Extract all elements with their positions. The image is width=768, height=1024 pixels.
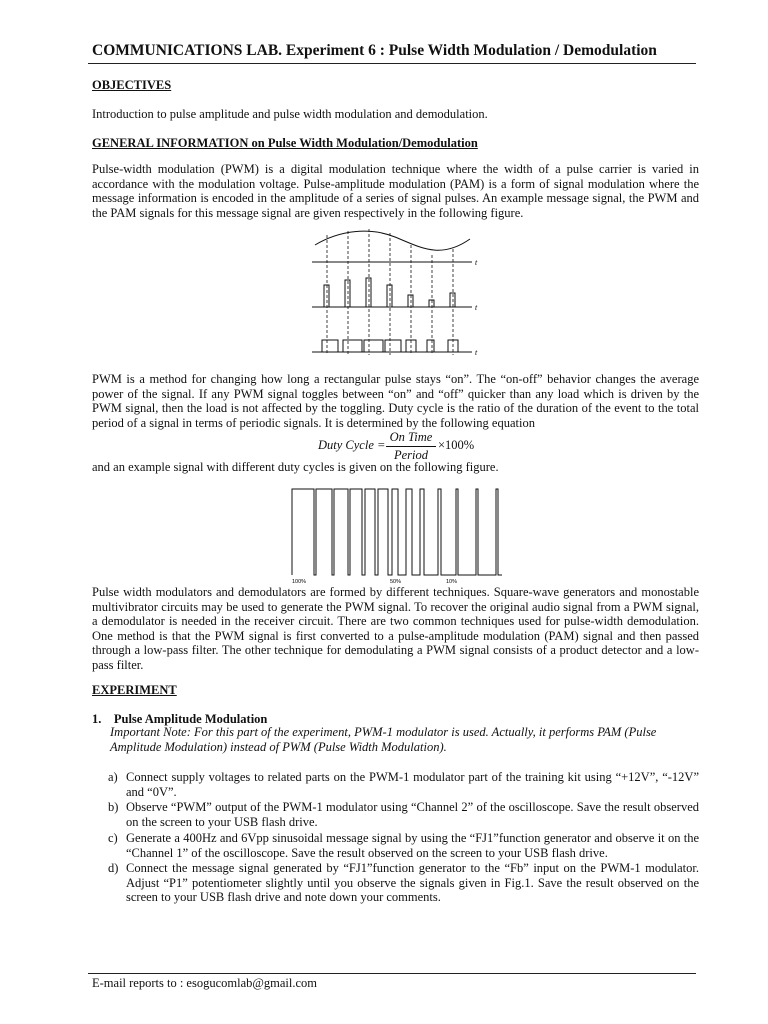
general-paragraph-3: and an example signal with different duty cycles is given on the following figure.	[92, 460, 499, 474]
page-title: COMMUNICATIONS LAB. Experiment 6 : Pulse Width Modulation / Demodulation	[92, 42, 657, 59]
list-item-label: a)	[108, 770, 118, 784]
duty-cycle-equation	[318, 430, 498, 464]
fig1-pam-pulses	[324, 278, 455, 307]
general-paragraph-2: PWM is a method for changing how long a rectangular pulse stays “on”. The “on-off” behavior changes the average power of the signal. If any PWM signal toggles between “on” and “off” quicker than any load which is driven by the PWM signal, then the load is not affected by the toggling. Duty cycle is the ratio of the duration of the event to the total period of a signal in terms of periodic signals. It is determined by the following equation	[92, 372, 699, 430]
equation-lhs: Duty Cycle =	[318, 438, 386, 452]
fig2-label-100: 100%	[292, 579, 307, 585]
figure-duty-cycle	[288, 483, 506, 585]
section-1-note: Important Note: For this part of the experiment, PWM-1 modulator is used. Actually, it performs PAM (Pulse Amplitude Modulation) instead of PWM (Pulse Width Modulation).	[110, 725, 657, 754]
objectives-text: Introduction to pulse amplitude and pulse width modulation and demodulation.	[92, 107, 488, 121]
list-item-text: Observe “PWM” output of the PWM-1 modulator using “Channel 2” of the oscilloscope. Save the result observed on the screen to your USB flash drive.	[126, 800, 699, 829]
list-item-text: Connect the message signal generated by “FJ1”function generator to the “Fb” input on the PWM-1 modulator. Adjust “P1” potentiometer slightly until you observe the signals given in Fig.1. Save the result observed on the screen to your USB flash drive and note down your comments.	[126, 861, 699, 904]
footer-email: E-mail reports to : esogucomlab@gmail.com	[92, 976, 317, 990]
list-item-text: Connect supply voltages to related parts on the PWM-1 modulator part of the training kit using “+12V”, “-12V” and “0V”.	[126, 770, 699, 799]
section-1-title: Pulse Amplitude Modulation	[113, 712, 268, 726]
list-item-label: d)	[108, 861, 119, 875]
fig1-sample-lines	[327, 229, 453, 355]
list-item-label: b)	[108, 800, 119, 814]
fig1-t-label-2: t	[475, 303, 478, 312]
section-1-number: 1.	[92, 712, 102, 726]
equation-rhs: ×100%	[438, 438, 475, 452]
fig1-t-label-3: t	[475, 348, 478, 357]
fig2-label-10: 10%	[446, 579, 458, 585]
fig2-pulse-train	[292, 489, 502, 575]
equation-denominator: Period	[393, 448, 429, 462]
equation-numerator: On Time	[389, 430, 433, 444]
fig2-label-50: 50%	[390, 579, 402, 585]
figure-message-pam-pwm	[310, 225, 485, 365]
footer-divider	[88, 973, 696, 974]
general-paragraph-1: Pulse-width modulation (PWM) is a digital modulation technique where the width of a pulse carrier is varied in accordance with the modulation voltage. Pulse-amplitude modulation (PAM) is a form of signal modulation where the message information is encoded in the amplitude of a series of signal pulses. An example message signal, the PWM and the PAM signals for this message signal are given respectively in the following figure.	[92, 162, 699, 220]
list-item-text: Generate a 400Hz and 6Vpp sinusoidal message signal by using the “FJ1”function generator and observe it on the “Channel 1” of the oscilloscope. Save the result observed on the screen to your USB flash drive.	[126, 831, 699, 860]
objectives-heading: OBJECTIVES	[92, 78, 172, 92]
fig1-message-wave	[315, 231, 470, 250]
title-divider	[88, 63, 696, 64]
equation-fraction	[386, 430, 436, 463]
experiment-heading: EXPERIMENT	[92, 683, 177, 697]
general-info-heading: GENERAL INFORMATION on Pulse Width Modulation/Demodulation	[92, 136, 478, 150]
fraction-bar	[386, 446, 436, 447]
general-paragraph-4: Pulse width modulators and demodulators are formed by different techniques. Square-wave generators and monostable multivibrator circuits may be used to generate the PWM signal. To recover the original audio signal from a PWM signal, a demodulator is needed in the receiver circuit. There are two common techniques used for pulse-width demodulation. One method is that the PWM signal is first converted to a pulse-amplitude modulation (PAM) signal and then passed through a low-pass filter. The other technique for demodulating a PWM signal consists of a product detector and a low-pass filter.	[92, 585, 699, 672]
list-item-label: c)	[108, 831, 118, 845]
fig1-t-label-1: t	[475, 258, 478, 267]
